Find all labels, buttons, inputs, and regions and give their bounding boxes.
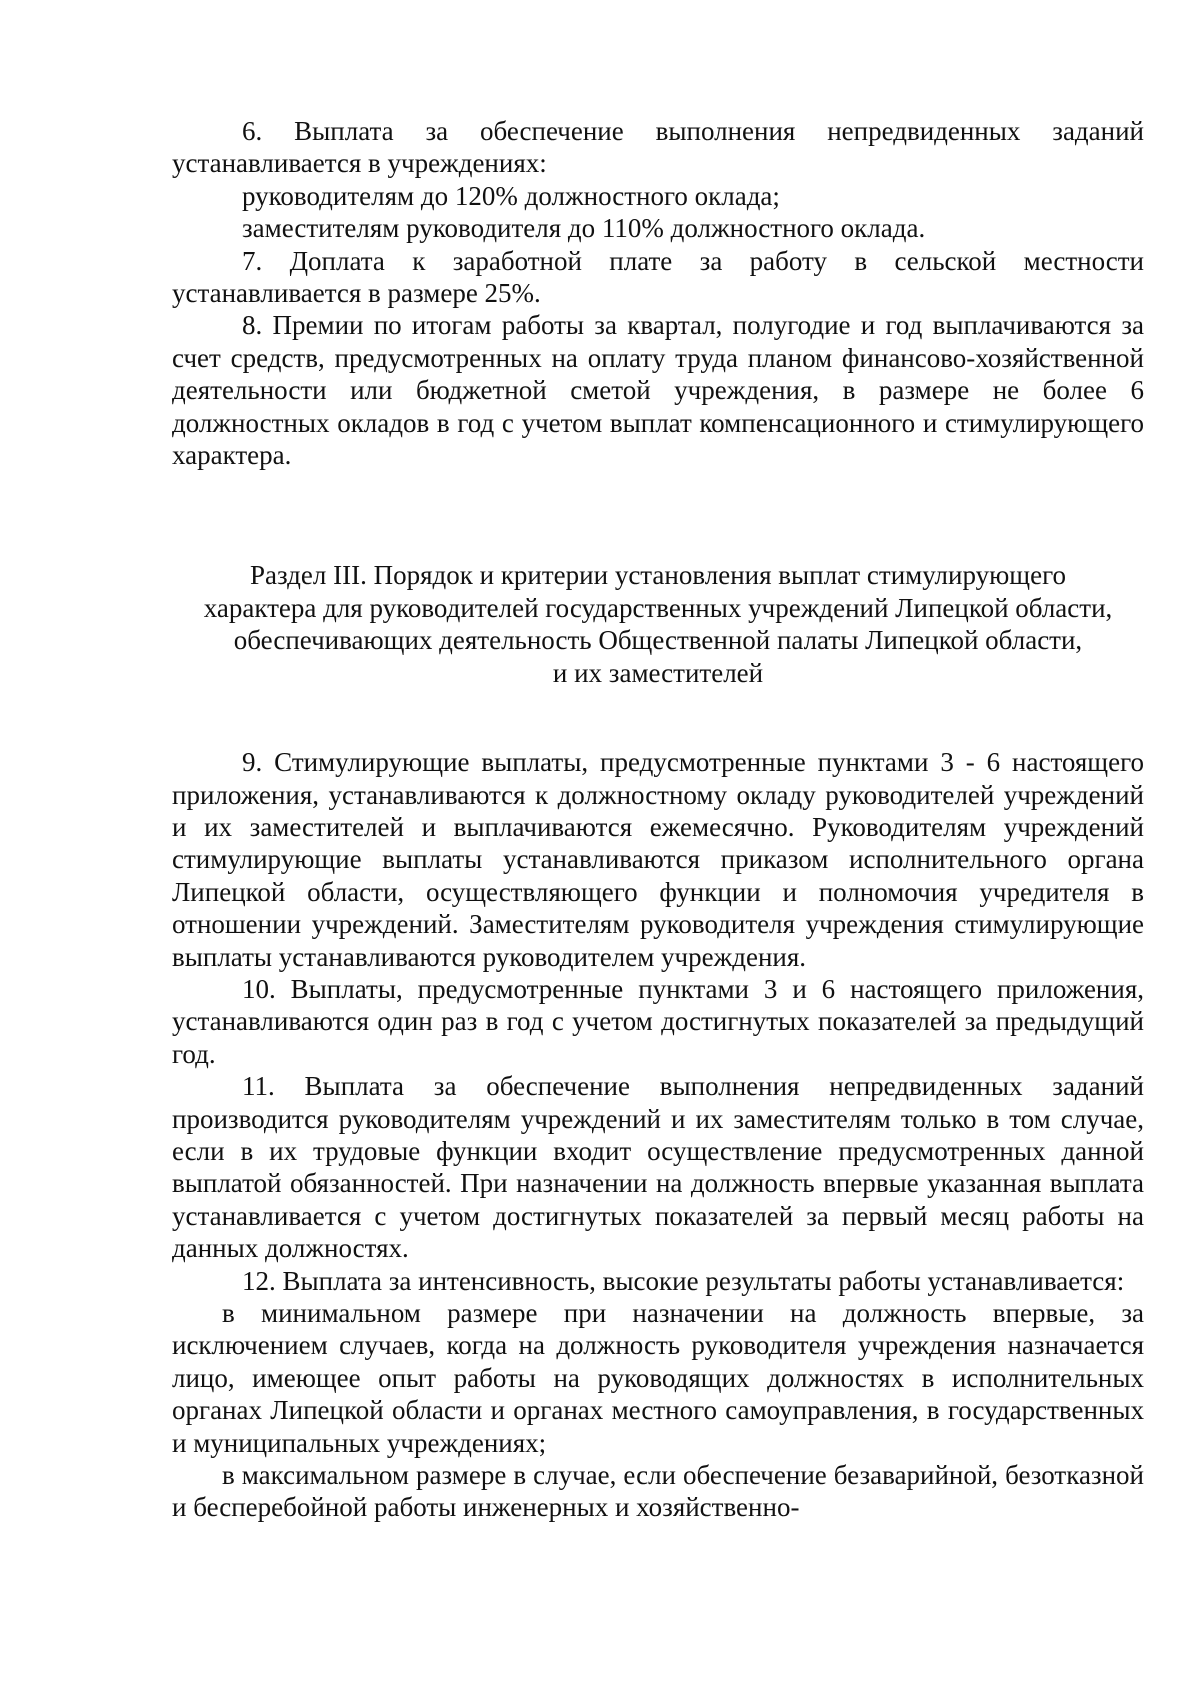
paragraph-11: 11. Выплата за обеспечение выполнения непредвиденных заданий производится руководителям учреждений и их заместителям только в том случае, если в их трудовые функции входит осуществление предусмотренных данной выплатой обязанностей. При назначении на должность впервые указанная выплата устанавливается с учетом достигнутых показателей за первый месяц работы на данных должностях. [172, 1071, 1144, 1264]
section-heading [172, 559, 1144, 689]
paragraph-6: 6. Выплата за обеспечение выполнения непредвиденных заданий устанавливается в учреждениях: [172, 116, 1144, 179]
section-heading-line-2: характера для руководителей государственных учреждений Липецкой области, [203, 592, 1113, 623]
section-heading-line-1: Раздел III. Порядок и критерии установления выплат стимулирующего [250, 560, 1066, 591]
paragraph-8: 8. Премии по итогам работы за квартал, полугодие и год выплачиваются за счет средств, предусмотренных на оплату труда планом финансово-хозяйственной деятельности или бюджетной сметой учреждения, в размере не более 6 должностных окладов в год с учетом выплат компенсационного и стимулирующего характера. [172, 310, 1144, 471]
paragraph-6-item-1: руководителям до 120% должностного оклада; [242, 180, 780, 211]
section-heading-line-3: обеспечивающих деятельность Общественной палаты Липецкой области, [233, 625, 1083, 656]
section-heading-line-4: и их заместителей [552, 657, 764, 688]
paragraph-6-item-2: заместителям руководителя до 110% должностного оклада. [242, 213, 926, 244]
paragraph-12-item-2: в максимальном размере в случае, если обеспечение безаварийной, безотказной и бесперебойной работы инженерных и хозяйственно- [172, 1460, 1144, 1523]
paragraph-12-item-1: в минимальном размере при назначении на должность впервые, за исключением случаев, когда на должность руководителя учреждения назначается лицо, имеющее опыт работы на руководящих должностях в исполнительных органах Липецкой области и органах местного самоуправления, в государственных и муниципальных учреждениях; [172, 1298, 1144, 1458]
paragraph-12: 12. Выплата за интенсивность, высокие результаты работы устанавливается: [242, 1265, 1125, 1296]
paragraph-9: 9. Стимулирующие выплаты, предусмотренные пунктами 3 - 6 настоящего приложения, устанавливаются к должностному окладу руководителей учреждений и их заместителей и выплачиваются ежемесячно. Руководителям учреждений стимулирующие выплаты устанавливаются приказом исполнительного органа Липецкой области, осуществляющего функции и полномочия учредителя в отношении учреждений. Заместителям руководителя учреждения стимулирующие выплаты устанавливаются руководителем учреждения. [172, 747, 1144, 972]
paragraph-7: 7. Доплата к заработной плате за работу в сельской местности устанавливается в размере 25%. [172, 245, 1144, 309]
paragraph-10: 10. Выплаты, предусмотренные пунктами 3 и 6 настоящего приложения, устанавливаются один раз в год с учетом достигнутых показателей за предыдущий год. [172, 973, 1144, 1069]
